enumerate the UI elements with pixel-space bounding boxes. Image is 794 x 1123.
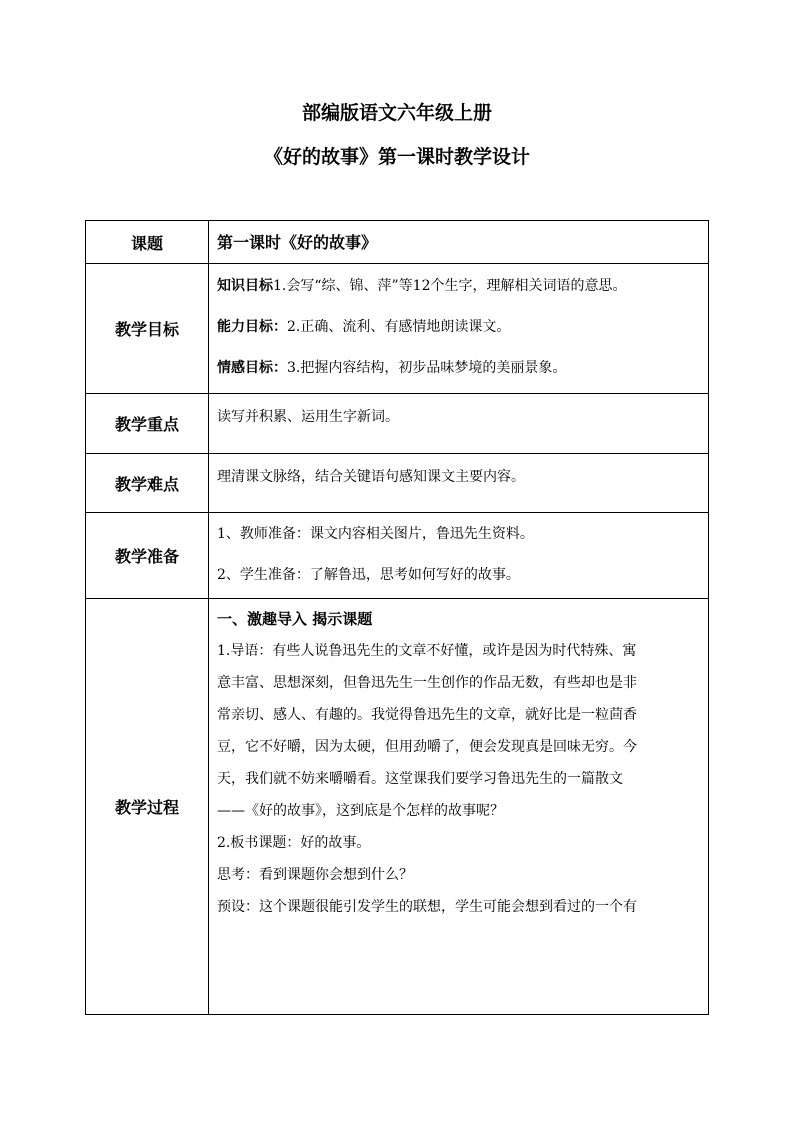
title-line-1: 部编版语文六年级上册 xyxy=(301,102,492,124)
goal-emotion xyxy=(217,358,702,378)
focus-text: 读写并积累、运用生字新词。 xyxy=(217,409,399,425)
label-preparation: 教学准备 xyxy=(86,513,209,599)
goal-emotion-text: 3.把握内容结构，初步品味梦境的美丽景象。 xyxy=(287,360,567,376)
goal-ability-text: 2.正确、流利、有感情地朗读课文。 xyxy=(287,319,511,335)
value-focus xyxy=(209,394,709,454)
value-goals xyxy=(209,264,709,394)
goal-knowledge-text: 1.会写“综、锦、萍”等12个生字，理解相关词语的意思。 xyxy=(273,278,627,294)
value-preparation xyxy=(209,513,709,599)
process-line-3: 常亲切、感人、有趣的。我觉得鲁迅先生的文章，就好比是一粒茴香 xyxy=(217,707,637,723)
process-line-4: 豆，它不好嚼，因为太硬，但用劲嚼了，便会发现真是回味无穷。今 xyxy=(217,739,637,755)
goal-knowledge-key: 知识目标 xyxy=(217,278,273,294)
label-difficulty: 教学难点 xyxy=(86,454,209,513)
goal-ability-key: 能力目标： xyxy=(217,319,287,335)
row-preparation xyxy=(86,513,709,599)
process-line-7: 2.板书课题：好的故事。 xyxy=(217,835,371,851)
label-focus: 教学重点 xyxy=(86,394,209,454)
preparation-student: 2、学生准备：了解鲁迅，思考如何写好的故事。 xyxy=(217,567,520,583)
value-process xyxy=(209,599,709,1015)
goal-emotion-key: 情感目标： xyxy=(217,360,287,376)
row-goals xyxy=(86,264,709,394)
row-process xyxy=(86,599,709,1015)
process-line-6: ——《好的故事》，这到底是个怎样的故事呢？ xyxy=(217,803,504,819)
process-section-title: 一、激趣导入 揭示课题 xyxy=(217,610,373,628)
row-topic xyxy=(86,221,709,264)
process-line-8: 思考：看到课题你会想到什么？ xyxy=(217,867,413,883)
lesson-plan-table xyxy=(85,220,709,1015)
difficulty-text: 理清课文脉络，结合关键语句感知课文主要内容。 xyxy=(217,469,525,485)
topic-text: 第一课时《好的故事》 xyxy=(217,233,378,252)
title-line-2: 《好的故事》第一课时教学设计 xyxy=(263,146,530,168)
document-title xyxy=(0,100,794,170)
process-line-2: 意丰富、思想深刻，但鲁迅先生一生创作的作品无数，有些却也是非 xyxy=(217,675,637,691)
value-topic xyxy=(209,221,709,264)
goal-ability xyxy=(217,317,702,337)
goal-knowledge xyxy=(217,276,702,296)
process-line-5: 天，我们就不妨来嚼嚼看。这堂课我们要学习鲁迅先生的一篇散文 xyxy=(217,771,623,787)
label-process: 教学过程 xyxy=(86,599,209,1015)
process-line-1: 1.导语：有些人说鲁迅先生的文章不好懂，或许是因为时代特殊、寓 xyxy=(217,643,637,659)
row-difficulty xyxy=(86,454,709,513)
process-line-9: 预设：这个课题很能引发学生的联想，学生可能会想到看过的一个有 xyxy=(217,899,637,915)
preparation-teacher: 1、教师准备：课文内容相关图片，鲁迅先生资料。 xyxy=(217,526,534,542)
label-goals: 教学目标 xyxy=(86,264,209,394)
value-difficulty xyxy=(209,454,709,513)
row-focus xyxy=(86,394,709,454)
label-topic: 课题 xyxy=(86,221,209,264)
